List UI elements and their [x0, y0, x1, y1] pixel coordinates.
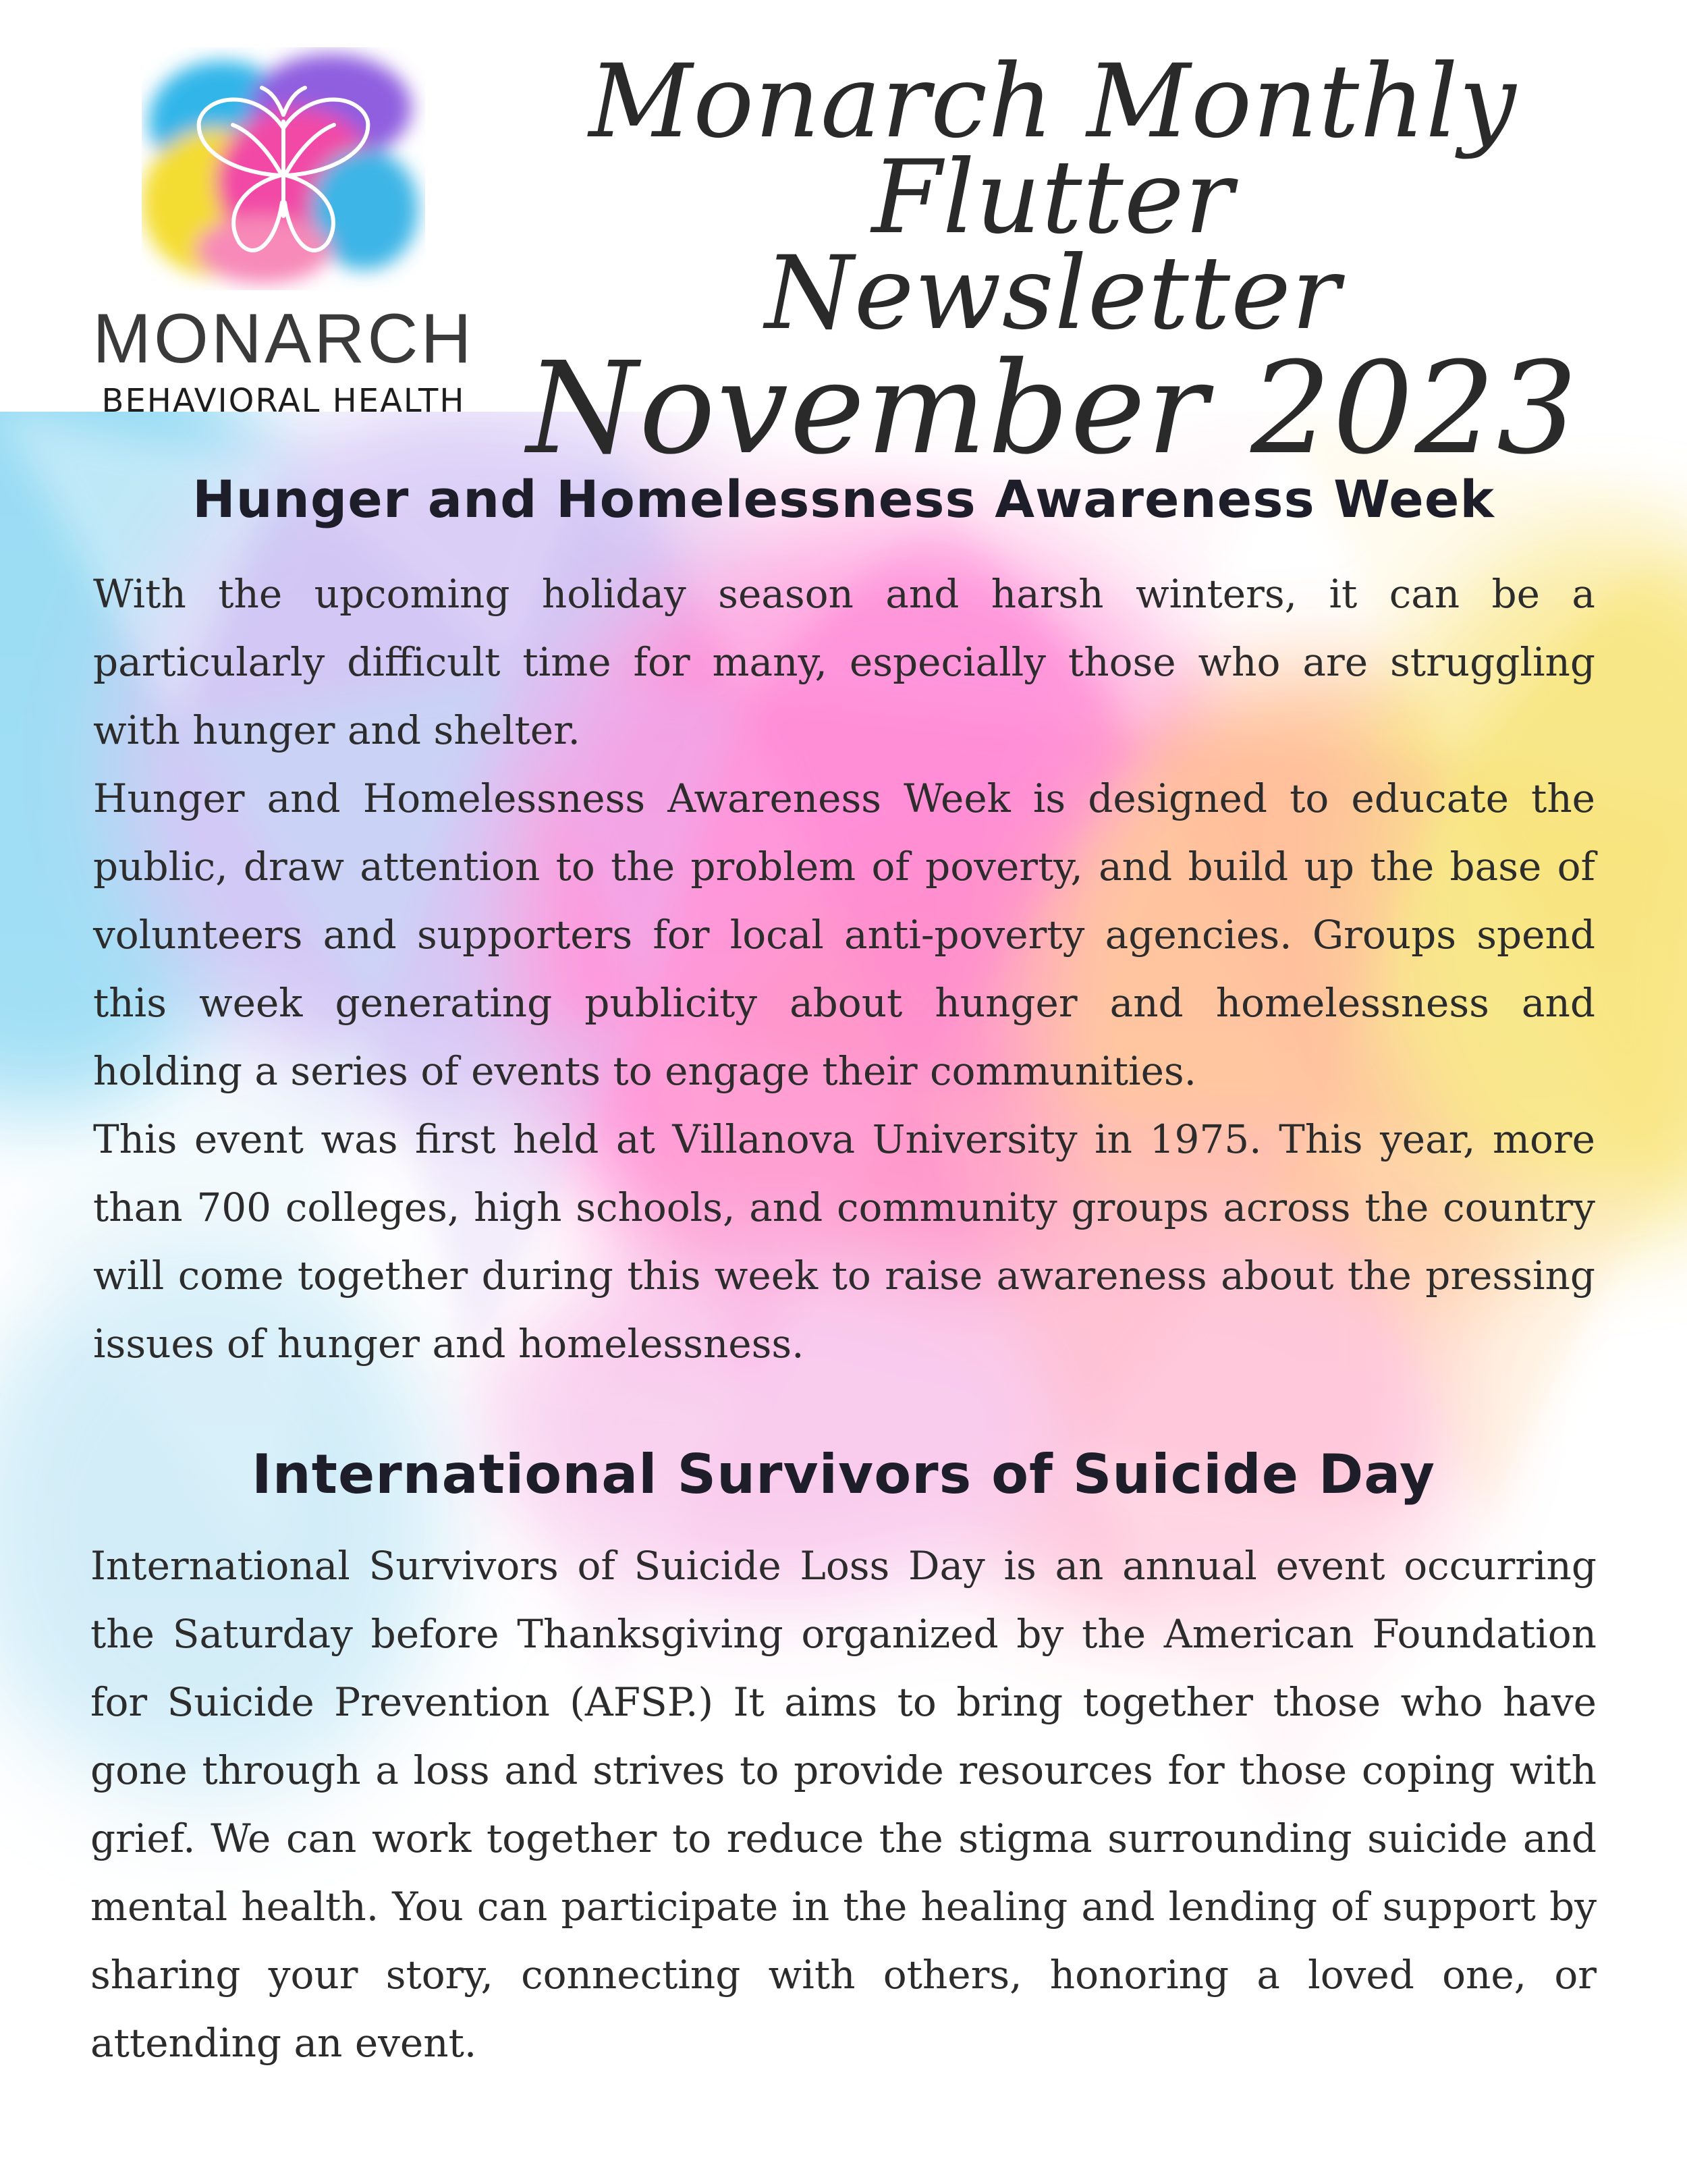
- brand-name: MONARCH: [92, 300, 474, 378]
- section-body-hunger: [93, 560, 1595, 1378]
- paragraph: Hunger and Homelessness Awareness Week is designed to educate the public, draw attention to the problem of poverty, and build up the base of volunteers and supporters for local anti-poverty agencies. Groups spend this week generating publicity about hunger and homelessness and holding a series of events to engage their communities.: [93, 775, 1595, 1094]
- section-body-survivors: [90, 1532, 1597, 2077]
- newsletter-header: [445, 43, 1660, 483]
- brand-subtitle: BEHAVIORAL HEALTH: [101, 382, 466, 420]
- brand-logo: [81, 47, 486, 420]
- section-heading-survivors: International Survivors of Suicide Day: [252, 1443, 1435, 1506]
- paragraph: This event was first held at Villanova University in 1975. This year, more than 700 colleges, high schools, and community groups across the country will come together during this week to raise awareness about the pressing issues of hunger and homelessness.: [93, 1116, 1595, 1367]
- paragraph: International Survivors of Suicide Loss Day is an annual event occurring the Saturday before Thanksgiving organized by the American Foundation for Suicide Prevention (AFSP.) It aims to bring together those who have gone through a loss and strives to provide resources for those coping with grief. We can work together to reduce the stigma surrounding suicide and mental health. You can participate in the healing and lending of support by sharing your story, connecting with others, honoring a loved one, or attending an event.: [90, 1543, 1597, 2066]
- newsletter-date: November 2023: [526, 335, 1579, 483]
- newsletter-title-line-2: Newsletter: [765, 235, 1341, 352]
- butterfly-icon: [142, 47, 425, 290]
- newsletter-title-line-1: Monarch Monthly Flutter: [588, 43, 1517, 256]
- paragraph: With the upcoming holiday season and harsh winters, it can be a particularly difficult time for many, especially those who are struggling with hunger and shelter.: [93, 571, 1595, 753]
- section-heading-hunger: Hunger and Homelessness Awareness Week: [192, 469, 1495, 529]
